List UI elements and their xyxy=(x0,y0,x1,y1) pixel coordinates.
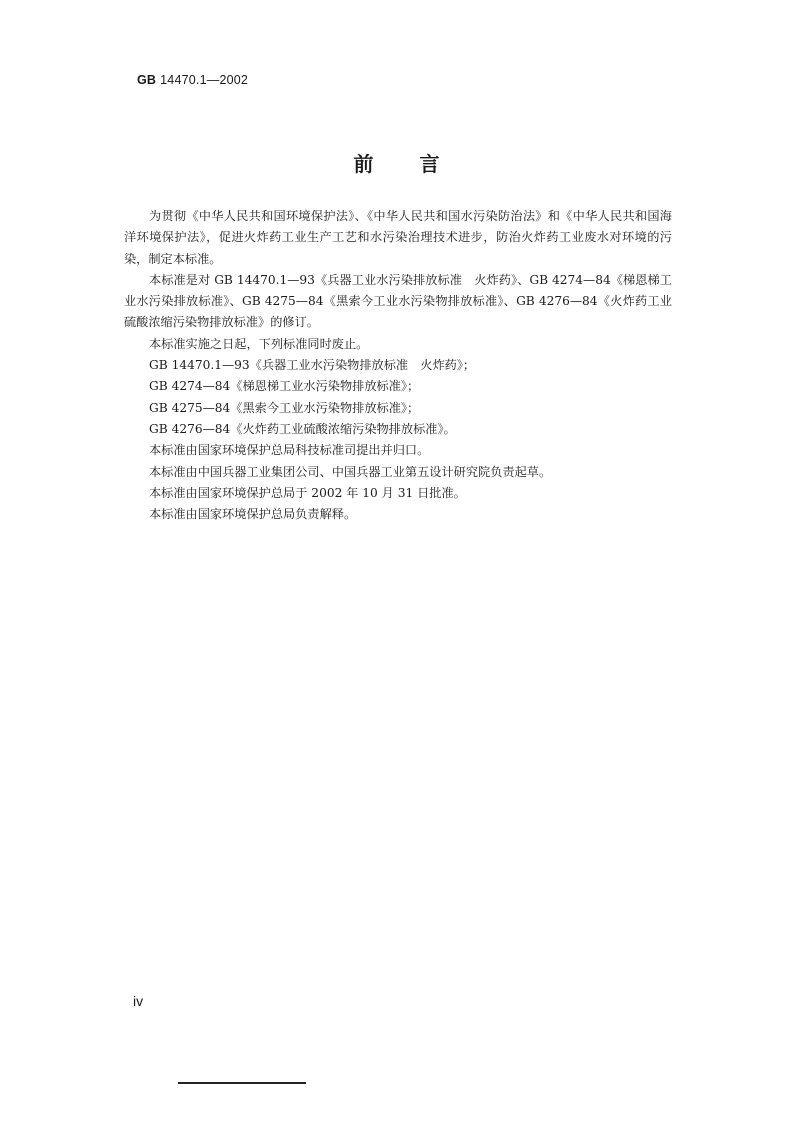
paragraph-abolished-standard: GB 4276—84《火炸药工业硫酸浓缩污染物排放标准》。 xyxy=(149,421,456,436)
paragraph-drafted-by: 本标准由中国兵器工业集团公司、中国兵器工业第五设计研究院负责起草。 xyxy=(149,464,552,479)
paragraph-abolished-standard: GB 4275—84《黑索今工业水污染物排放标准》； xyxy=(149,400,420,415)
page-title-char-1: 前 xyxy=(353,152,374,176)
paragraph-abolished-standard: GB 14470.1—93《兵器工业水污染物排放标准 火炸药》； xyxy=(149,358,476,373)
page-number: iv xyxy=(133,993,144,1009)
page-title-char-2: 言 xyxy=(419,152,440,176)
paragraph-abolish-intro: 本标准实施之日起，下列标准同时废止。 xyxy=(149,336,369,351)
paragraph-purpose: 为贯彻《中华人民共和国环境保护法》、《中华人民共和国水污染防治法》和《中华人民共和国海洋环境保护法》，促进火炸药工业生产工艺和水污染治理技术进步，防治火炸药工业废水对环境的污染，制定本标准。 xyxy=(124,209,672,266)
foreword-body xyxy=(124,206,672,525)
standard-code-number: 14470.1—2002 xyxy=(160,73,249,87)
standard-code-prefix: GB xyxy=(137,73,157,87)
paragraph-abolished-standard: GB 4274—84《梯恩梯工业水污染物排放标准》； xyxy=(149,379,420,394)
paragraph-interpretation: 本标准由国家环境保护总局负责解释。 xyxy=(149,507,357,522)
footer-rule xyxy=(178,1082,306,1084)
paragraph-proposed-by: 本标准由国家环境保护总局科技标准司提出并归口。 xyxy=(149,443,430,458)
paragraph-approved: 本标准由国家环境保护总局于 2002 年 10 月 31 日批准。 xyxy=(149,485,466,500)
page-title xyxy=(0,148,793,177)
standard-code xyxy=(137,73,248,87)
paragraph-revision: 本标准是对 GB 14470.1—93《兵器工业水污染排放标准 火炸药》、GB 4274—84《梯恩梯工业水污染排放标准》、GB 4275—84《黑索今工业水污染物排放标准》、GB 4276—84《火炸药工业硫酸浓缩污染物排放标准》的修订。 xyxy=(124,272,672,330)
